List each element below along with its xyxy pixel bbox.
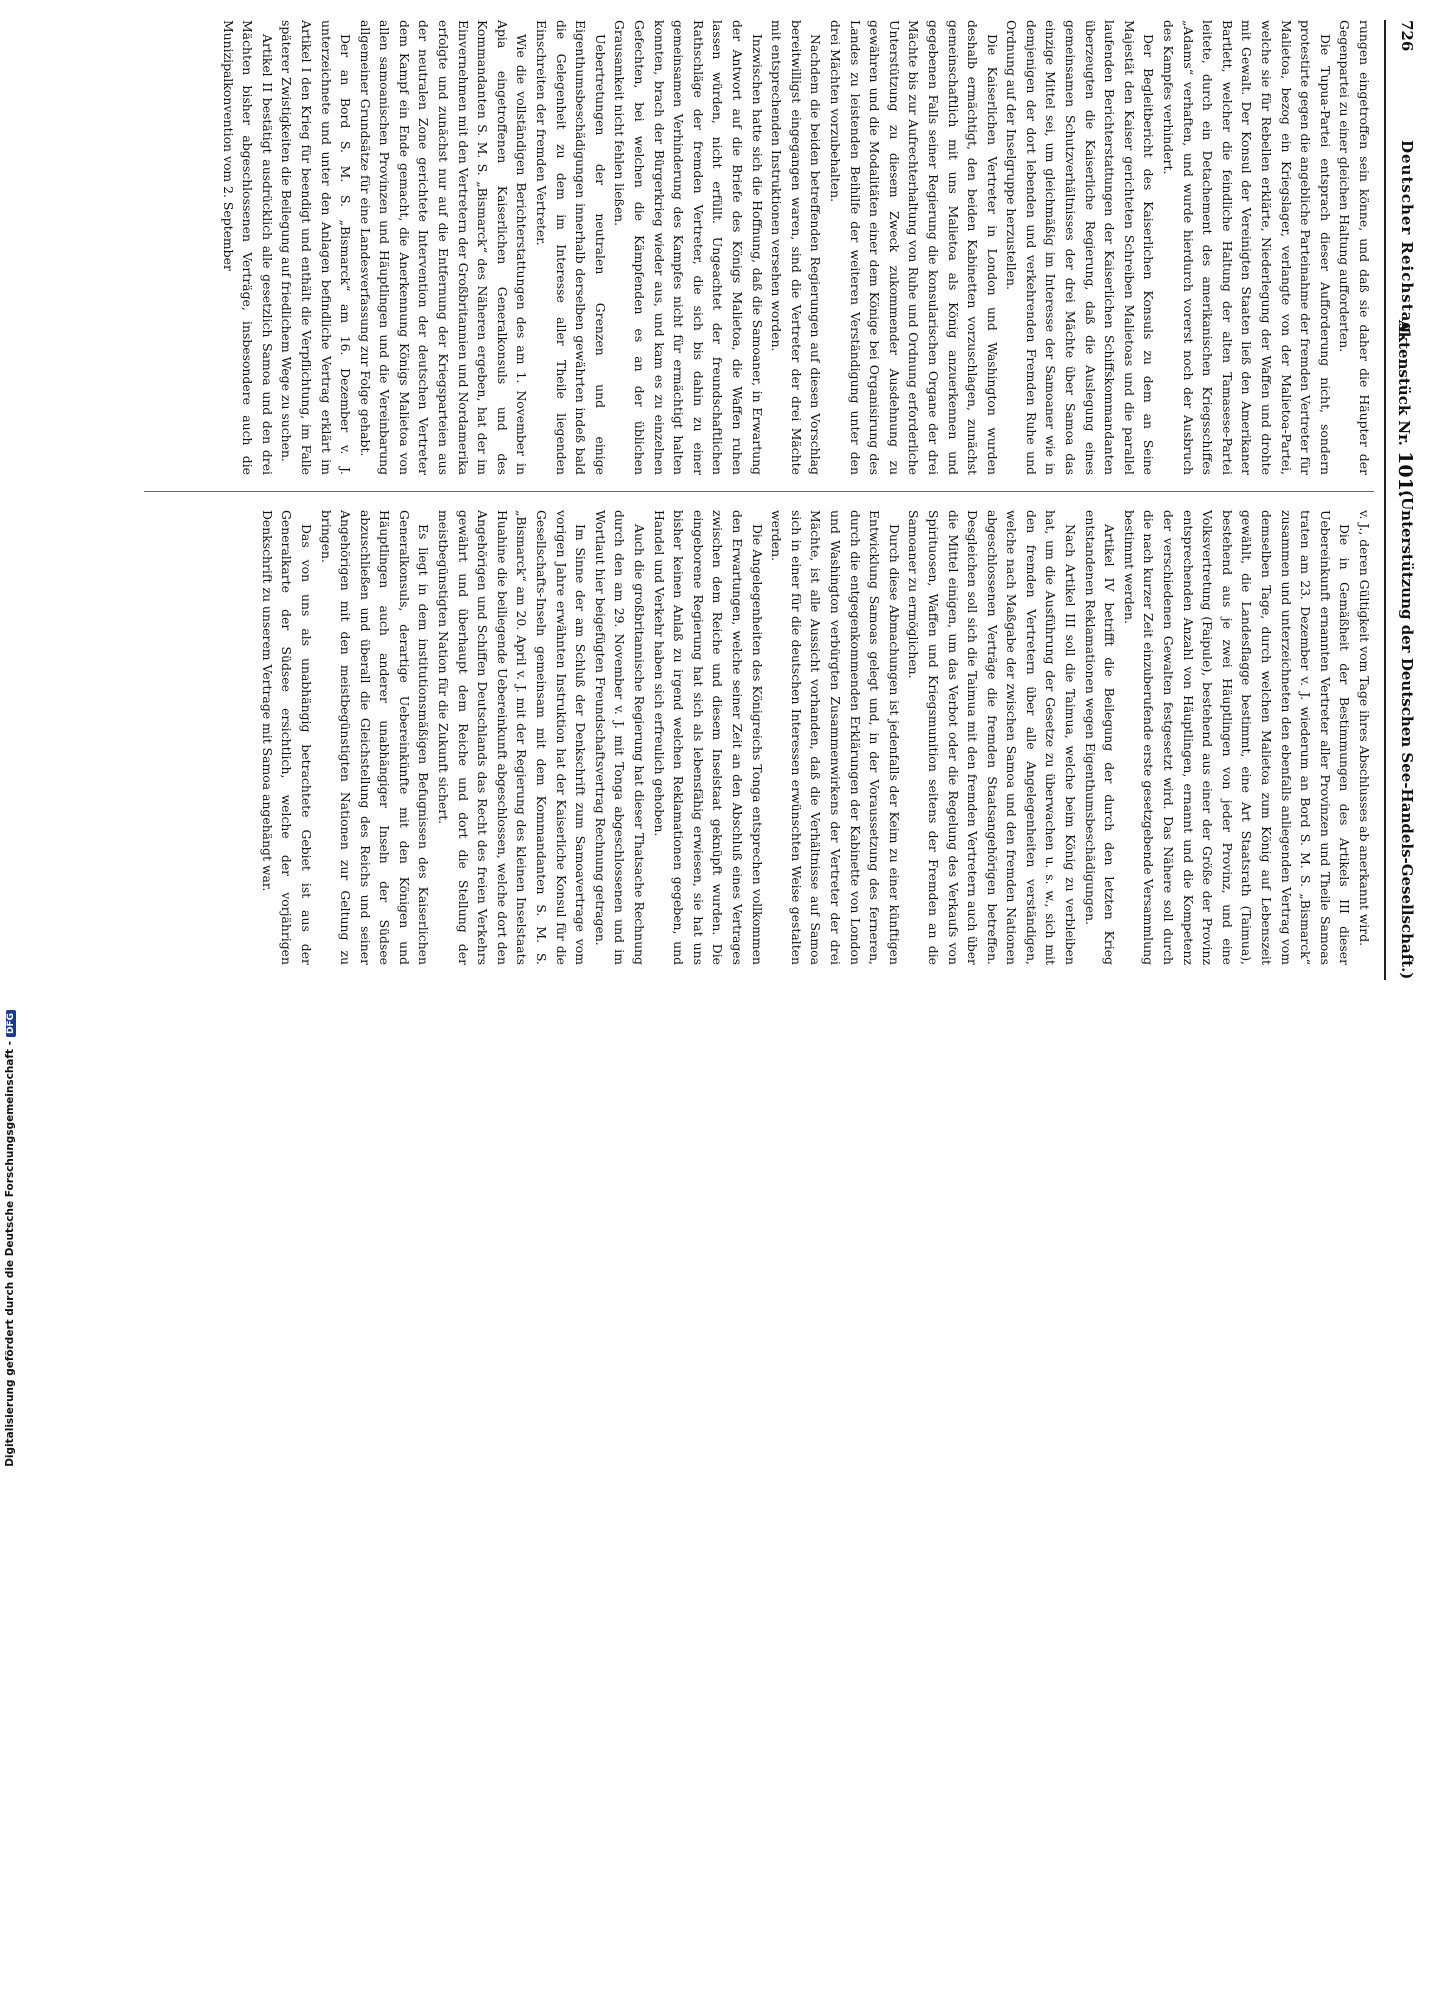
paragraph: Die Tupua-Partei entsprach dieser Aufforderung nicht, sondern protestirte gegen die angebliche Parteinahme der fremden Vertreter für Malietoa, bezog ein Kriegslager, verlangte von der Malietoa-Partei, welche sie für Rebellen erklärte, Niederlegung der Waffen und drohte mit Gewalt. Der Konsul der Vereinigten Staaten ließ den Amerikaner Bartlett, welcher die feindliche Haltung der alten Tamasese-Partei leitete, durch ein Detachement des amerikanischen Kriegsschiffes „Adams“ verhaften, und wurde hierdurch vorerst noch der Ausbruch des Kampfes verhindert. [1161,20,1333,475]
paragraph: rungen eingetroffen sein könne, und daß sie daher die Häupter der Gegenpartei zu einer gleichen Haltung aufforderten. [1337,20,1372,475]
digitization-footer [4,1010,20,1996]
paragraph: Der Begleitbericht des Kaiserlichen Konsuls zu dem an Seine Majestät den Kaiser gerichteten Schreiben Malietoas und die parallel laufenden Berichterstattungen der Kaiserlichen Schiffskommandanten überzeugten die Kaiserliche Regierung, daß die Auslegung eines gemeinsamen Schutzverhältnisses der drei Mächte über Samoa das einzige Mittel sei, um gleichmäßig im Interesse der Samoaner wie in demjenigen der dort lebenden und verkehrenden Fremden Ruhe und Ordnung auf der Inselgruppe herzustellen. [1004,20,1157,475]
paragraph: Uebertretungen der neutralen Grenzen und einige Eigenthumsbeschädigungen innerhalb derselben gewährten indeß bald die Gelegenheit zu dem im Interesse aller Theile liegenden Einschreiten der fremden Vertreter. [534,20,608,475]
page-number: 726 [1398,20,1416,52]
page-header [1390,20,1416,980]
paragraph: Inzwischen hatte sich die Hoffnung, daß die Samoaner, in Erwartung der Antwort auf die Briefe des Königs Malietoa, die Waffen ruhen lassen würden, nicht erfüllt. Ungeachtet der freundschaftlichen Rathschläge der fremden Vertreter, die sich bis dahin zu einer gemeinsamen Verhinderung des Kampfes nicht für ermächtigt halten konnten, brach der Bürgerkrieg wieder aus, und kam es zu einzelnen Gefechten, bei welchen die Kämpfenden es an der üblichen Grausamkeit nicht fehlen ließen. [612,20,765,475]
document-number [1394,320,1416,497]
paragraph: Artikel IV betrifft die Beilegung der durch den letzten Krieg entstandenen Reklamationen wegen Eigenthumsbeschädigungen. [1082,510,1118,965]
paragraph: Nachdem die beiden betreffenden Regierungen auf diesen Vorschlag bereitwilligst eingegangen waren, sind die Vertreter der drei Mächte mit entsprechenden Instruktionen versehen worden. [769,20,824,475]
paragraph: Die in Gemäßheit der Bestimmungen des Artikels III dieser Uebereinkunft ernannten Vertreter aller Provinzen und Theile Samoas traten am 23. Dezember v. J. wiederum an Bord S. M. S. „Bismarck“ zusammen und unterzeichneten den ebenfalls anliegenden Vertrag vom demselben Tage, durch welchen Malietoa zum König auf Lebenszeit gewählt, die Landesflagge bestimmt, eine Art Staatsrath (Taimua), bestehend aus je zwei Häuptlingen von jeder Provinz, und eine Volksvertretung (Faipule), bestehend aus einer der Größe der Provinz entsprechenden Anzahl von Häuptlingen, ernannt und die Kompetenz der verschiedenen Gewalten festgesetzt wird. Das Nähere soll durch die nach kurzer Zeit einzuberufende erste gesetzgebende Versammlung bestimmt werden. [1121,510,1353,965]
document-subtitle: (Unterstützung der Deutschen See-Handels-Gesellschaft.) [1398,490,1416,980]
paragraph: Es liegt in dem institutionsmäßigen Befugnissen des Kaiserlichen Generalkonsuls, derartige Uebereinkünfte mit den Königen und Häuptlingen auch anderer unabhängiger Inseln der Südsee abzuschließen und überall die Gleichstellung des Reichs und seiner Angehörigen mit den meistbegünstigten Nationen zur Geltung zu bringen. [318,510,432,965]
right-column [24,510,1374,965]
footer-credit [4,1010,20,1996]
paragraph: Im Sinne der am Schluß der Denkschrift zum Samoavertrage vom vorigen Jahre erwähnten Instruktion hat der Kaiserliche Konsul für die Gesellschafts-Inseln gemeinsam mit dem Kommandanten S. M. S. „Bismarck“ am 20. April v. J. mit der Regierung des kleinen Inselstaats Huahine die beiliegende Uebereinkunft abgeschlossen, welche dort den Angehörigen und Schiffen Deutschlands das Recht des freien Verkehrs gewährt und überhaupt dem Reiche und dort die Stellung der meistbegünstigten Nation für die Zukunft sichert. [436,510,589,965]
paragraph: Durch diese Abmachungen ist jedenfalls der Keim zu einer künftigen Entwicklung Samoas gelegt und, in der Voraussetzung des ferneren, durch die entgegenkommenden Erklärungen der Kabinette von London und Washington verbürgten Zusammenwirkens der Vertreter der drei Mächte, ist alle Aussicht vorhanden, daß die Verhältnisse auf Samoa sich in einer für die deutschen Interessen erwünschten Weise gestalten werden. [769,510,902,965]
paragraph: v. J., deren Gültigkeit vom Tage ihres Abschlusses ab anerkannt wird. [1357,510,1372,947]
paragraph: Der an Bord S. M. S. „Bismarck“ am 16. Dezember v. J. unterzeichnete und unter den Anlagen befindliche Vertrag erklärt im Artikel I den Krieg für beendigt und enthält die Verpflichtung, im Falle späterer Zwistigkeiten die Beilegung auf friedlichem Wege zu suchen. [279,20,354,475]
header-rule [1384,20,1386,980]
publication-title: Deutscher Reichstag. [1398,140,1416,341]
footer-credit-text: Digitalisierung gefördert durch die Deutsche Forschungsgemeinschaft - [4,1041,16,1467]
paragraph: Das von uns als unabhängig betrachtete Gebiet ist aus der Generalkarte der Südsee ersichtlich, welche der vorjährigen Denkschrift zu unserem Vertrage mit Samoa angehängt war. [259,510,314,965]
paragraph: Die Kaiserlichen Vertreter in London und Washington wurden deshalb ermächtigt, den beiden Kabinetten vorzuschlagen, zunächst gemeinschaftlich mit uns Malietoa als König anzuerkennen und gegebenen Falls seiner Regierung die konsularischen Organe der drei Mächte bis zur Aufrechterhaltung von Ruhe und Ordnung erforderliche Unterstützung zu diesem Zweck zukommender Ausdehnung zu gewähren und die Modalitäten einer dem Könige bei Organisirung des Landes zu leistenden Beihilfe der weiteren Verständigung unter den drei Mächten vorzubehalten. [827,20,1000,475]
left-column [24,20,1374,475]
dfg-logo-icon: DFG [6,1010,16,1037]
paragraph: Wie die vollständigen Berichterstattungen des am 1. November in Apia eingetroffenen Kaiserlichen Generalkonsuls und des Kommandanten S. M. S. „Bismarck“ des Näheren ergeben, hat der im Einvernehmen mit den Vertretern der Großbritannien und Nordamerika erfolgte und zunächst nur auf die Entfernung der Kriegsparteien aus der neutralen Zone gerichtete Intervention der deutschen Vertreter dem Kampf ein Ende gemacht, die Anerkennung Königs Malietoa von allen samoanischen Provinzen und Häuptlingen und die Vereinbarung allgemeiner Grundsätze für eine Landesverfassung zur Folge gehabt. [357,20,530,475]
akten-label: Aktenstück Nr. [1395,320,1413,446]
paragraph: Nach Artikel III soll die Taimua, welche beim König zu verbleiben hat, um die Ausführung der Gesetze zu überwachen u. s. w., sich mit den fremden Vertretern über alle Angelegenheiten verständigen, welche nach Maßgabe der zwischen Samoa und den fremden Nationen abgeschlossenen Verträge die fremden Staatsangehörigen betreffen. Desgleichen soll sich die Taimua mit den fremden Vertretern auch über die Mittel einigen, um das Verbot oder die Regelung des Verkaufs von Spirituosen, Waffen und Kriegsmunition seitens der Fremden an die Samoaner zu ermöglichen. [906,510,1079,965]
column-divider [144,491,1374,492]
paragraph: Artikel II bestätigt ausdrücklich alle gesetzlich Samoa und den drei Mächten bisher abgeschlossenen Verträge, insbesondere auch die Munizipalkonvention vom 2. September [220,20,275,475]
paragraph: Auch die großbritannische Regierung hat dieser Thatsache Rechnung durch den am 29. November v. J. mit Tonga abgeschlossenen und im Wortlaut hier beigefügten Freundschaftsvertrag Rechnung getragen. [592,510,648,965]
paragraph: Die Angelegenheiten des Königreichs Tonga entsprechen vollkommen den Erwartungen, welche seiner Zeit an den Abschluß eines Vertrages zwischen dem Reiche und diesem Inselstaat geknüpft wurden. Die eingeborene Regierung hat sich als lebensfähig erwiesen, sie hat uns bisher keinen Anlaß zu irgend welchen Reklamationen gegeben, und Handel und Verkehr haben sich erfreulich gehoben. [651,510,765,965]
akten-number: 101. [1394,451,1416,498]
